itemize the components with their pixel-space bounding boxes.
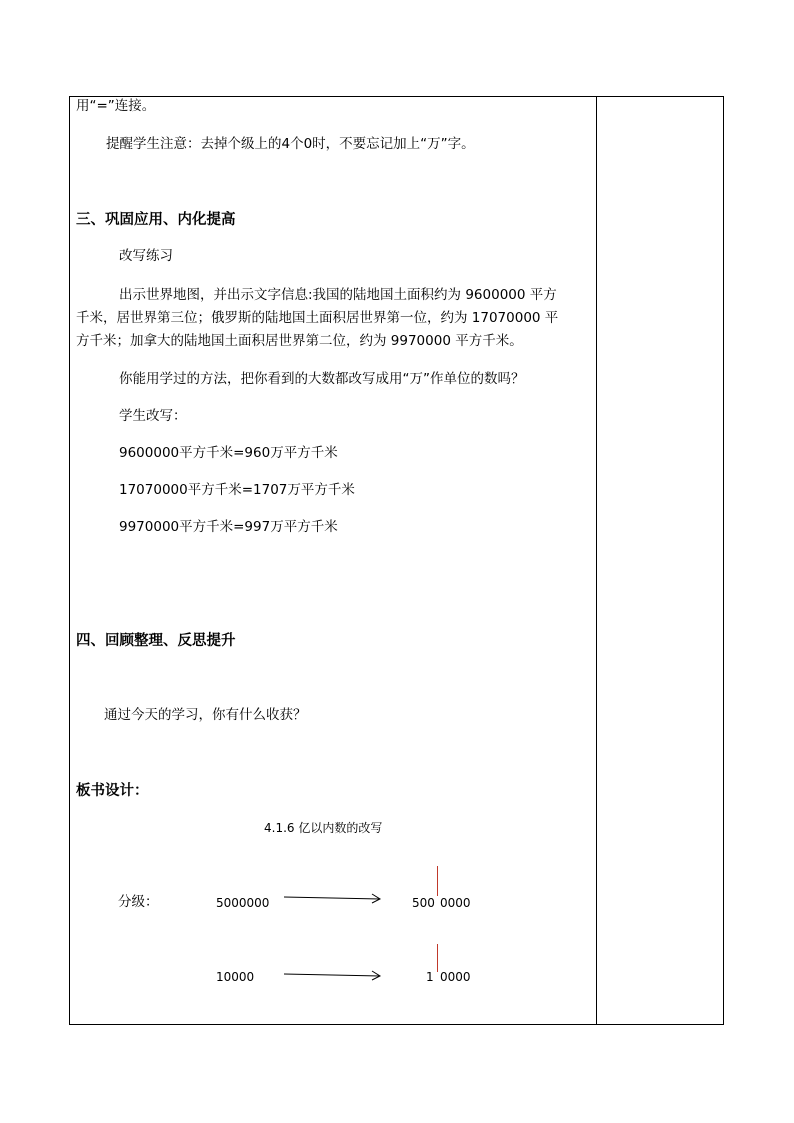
map-info-line-3: 方千米；加拿大的陆地国土面积居世界第二位，约为 9970000 平方千米。	[76, 333, 523, 349]
board-row-1-right-a: 500	[412, 896, 435, 910]
student-rewrite-label: 学生改写：	[119, 408, 187, 424]
lesson-table	[69, 96, 724, 1025]
board-row-2-right-b: 0000	[440, 970, 471, 984]
equation-3: 9970000平方千米=997万平方千米	[119, 519, 338, 535]
map-info-line-1: 出示世界地图，并出示文字信息:我国的陆地国土面积约为 9600000 平方	[119, 287, 557, 303]
line-equals-connect: 用“=”连接。	[76, 98, 156, 114]
practice-label: 改写练习	[119, 248, 173, 264]
board-divider-mark-1	[437, 866, 438, 896]
board-title: 4.1.6 亿以内数的改写	[264, 821, 383, 835]
table-column-divider	[596, 96, 597, 1025]
board-arrow-2	[284, 968, 384, 984]
review-question: 通过今天的学习，你有什么收获？	[104, 707, 307, 723]
equation-2: 17070000平方千米=1707万平方千米	[119, 482, 355, 498]
section-3-title: 三、巩固应用、内化提高	[76, 212, 236, 228]
board-row-1-right-b: 0000	[440, 896, 471, 910]
equation-1: 9600000平方千米=960万平方千米	[119, 445, 338, 461]
board-arrow-1	[284, 891, 384, 907]
board-row-2-left: 10000	[216, 970, 255, 984]
fenji-label: 分级：	[118, 894, 159, 910]
reminder-text: 提醒学生注意：去掉个级上的4个0时，不要忘记加上“万”字。	[106, 136, 475, 152]
section-4-title: 四、回顾整理、反思提升	[76, 633, 236, 649]
question-text: 你能用学过的方法，把你看到的大数都改写成用“万”作单位的数吗？	[119, 371, 525, 387]
board-row-1-left: 5000000	[216, 896, 270, 910]
map-info-line-2: 千米，居世界第三位；俄罗斯的陆地国土面积居世界第一位，约为 17070000 平	[76, 310, 559, 326]
board-divider-mark-2	[437, 944, 438, 972]
board-design-label: 板书设计：	[76, 783, 149, 799]
board-row-2-right-a: 1	[426, 970, 434, 984]
